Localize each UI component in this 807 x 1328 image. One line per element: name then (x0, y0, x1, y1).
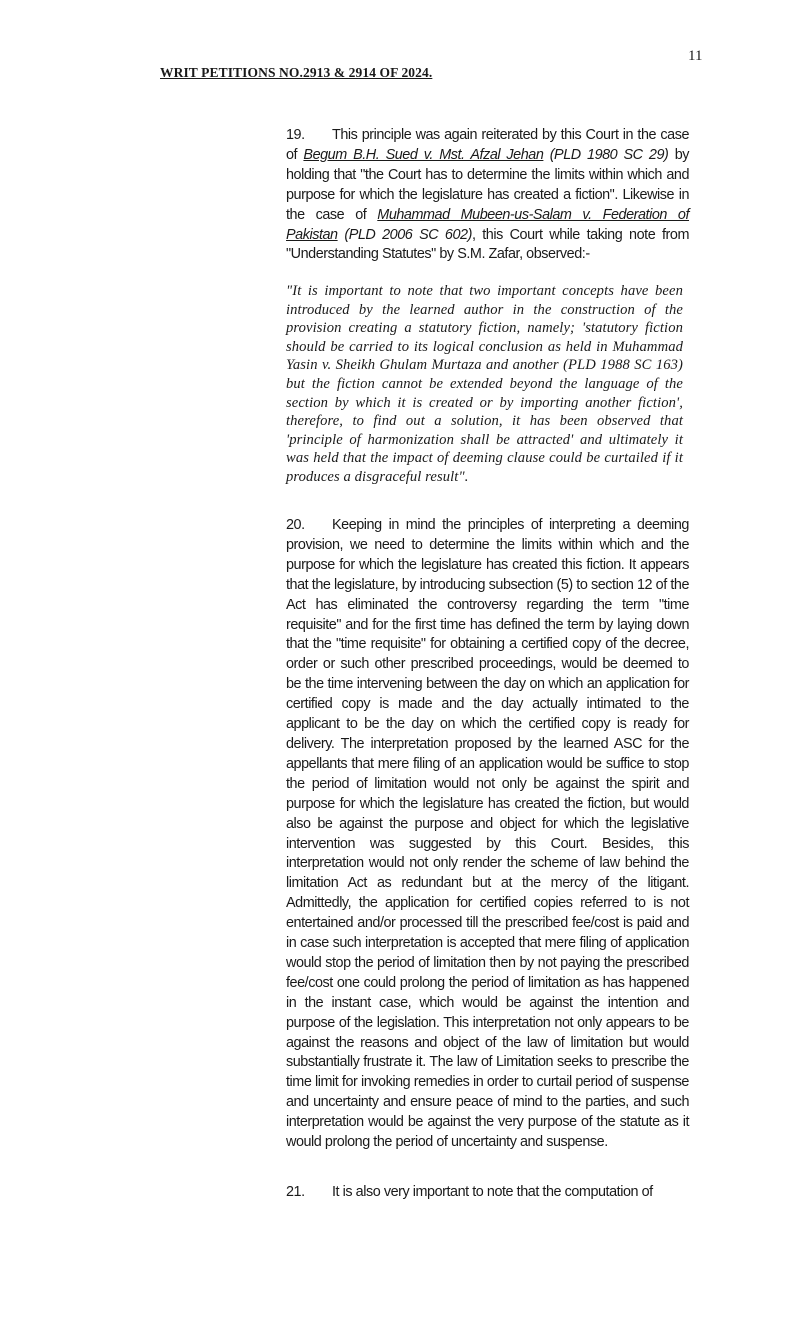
case-citation: (PLD 2006 SC 602) (337, 226, 472, 243)
case-header: WRIT PETITIONS NO.2913 & 2914 OF 2024. (160, 65, 433, 80)
paragraph-21 (286, 1183, 689, 1203)
paragraph-number: 21. (286, 1184, 305, 1200)
block-quote: "It is important to note that two important concepts have been introduced by the learned author in the construction of the provision creating a statutory fiction, namely; 'statutory fiction should be carried to its logical conclusion as held in Muhammad Yasin v. Sheikh Ghulam Murtaza and another (PLD 1988 SC 163) but the fiction cannot be extended beyond the language of the section by which it is created or by importing another fiction', therefore, to find out a solution, it has been observed that 'principle of harmonization shall be attracted' and ultimately it was held that the impact of deeming clause could be curtailed if it produces a disgraceful result". (286, 283, 683, 485)
paragraph-text: Keeping in mind the principles of interpreting a deeming provision, we need to determine the limits within which and the purpose for which the legislature has created this fiction. It appears that the legislature, by introducing subsection (5) to section 12 of the Act has eliminated the controversy regarding the term "time requisite" and for the first time has defined the term by laying down that the "time requisite" for obtaining a certified copy of the decree, order or such other prescribed proceedings, would be deemed to be the time intervening between the day on which an application for certified copy is made and the day actually intimated to the applicant to be the day on which the certified copy is ready for delivery. The interpretation proposed by the learned ASC for the appellants that mere filing of an application would be suffice to stop the period of limitation would not only be against the spirit and purpose for which the legislature has created the fiction, but would also be against the purpose and object for which the legislative intervention was suggested by this Court. Besides, this interpretation would not only render the scheme of law behind the limitation Act as redundant but at the mercy of the litigant. Admittedly, the application for certified copies referred to is not entertained and/or processed till the prescribed fee/cost is paid and in case such interpretation is accepted that mere filing of application would stop the period of limitation then by not paying the prescribed fee/cost one could prolong the period of limitation as has happened in the instant case, which would be against the intention and purpose of the legislation. This interpretation not only appears to be against the reasons and object of the law of limitation but would substantially frustrate it. The law of Limitation seeks to prescribe the time limit for invoking remedies in order to curtail period of suspense and uncertainty and ensure peace of mind to the parties, and such interpretation would be against the very purpose of the statute as it would prolong the period of uncertainty and suspense. (286, 517, 689, 1151)
paragraph-number: 20. (286, 517, 305, 533)
paragraph-number: 19. (286, 127, 305, 143)
paragraph-19 (286, 126, 689, 265)
case-title: Muhammad Mubeen-us-Salam v. Federation of Pakistan (286, 206, 690, 243)
case-citation: (PLD 1980 SC 29) (543, 146, 669, 163)
paragraph-text: This principle was again reiterated by this Court in the case of (286, 127, 689, 163)
paragraph-text: , this Court while taking note from "Understanding Statutes" by S.M. Zafar, observed:- (286, 226, 689, 263)
paragraph-text: by holding that "the Court has to determine the limits within which and purpose for which the legislature has created a fiction". Likewise in the case of (286, 146, 689, 223)
paragraph-text: It is also very important to note that the computation of (332, 1184, 653, 1200)
case-title: Begum B.H. Sued v. Mst. Afzal Jehan (303, 146, 544, 163)
paragraph-20 (286, 516, 689, 1153)
page-number: 11 (688, 48, 703, 64)
